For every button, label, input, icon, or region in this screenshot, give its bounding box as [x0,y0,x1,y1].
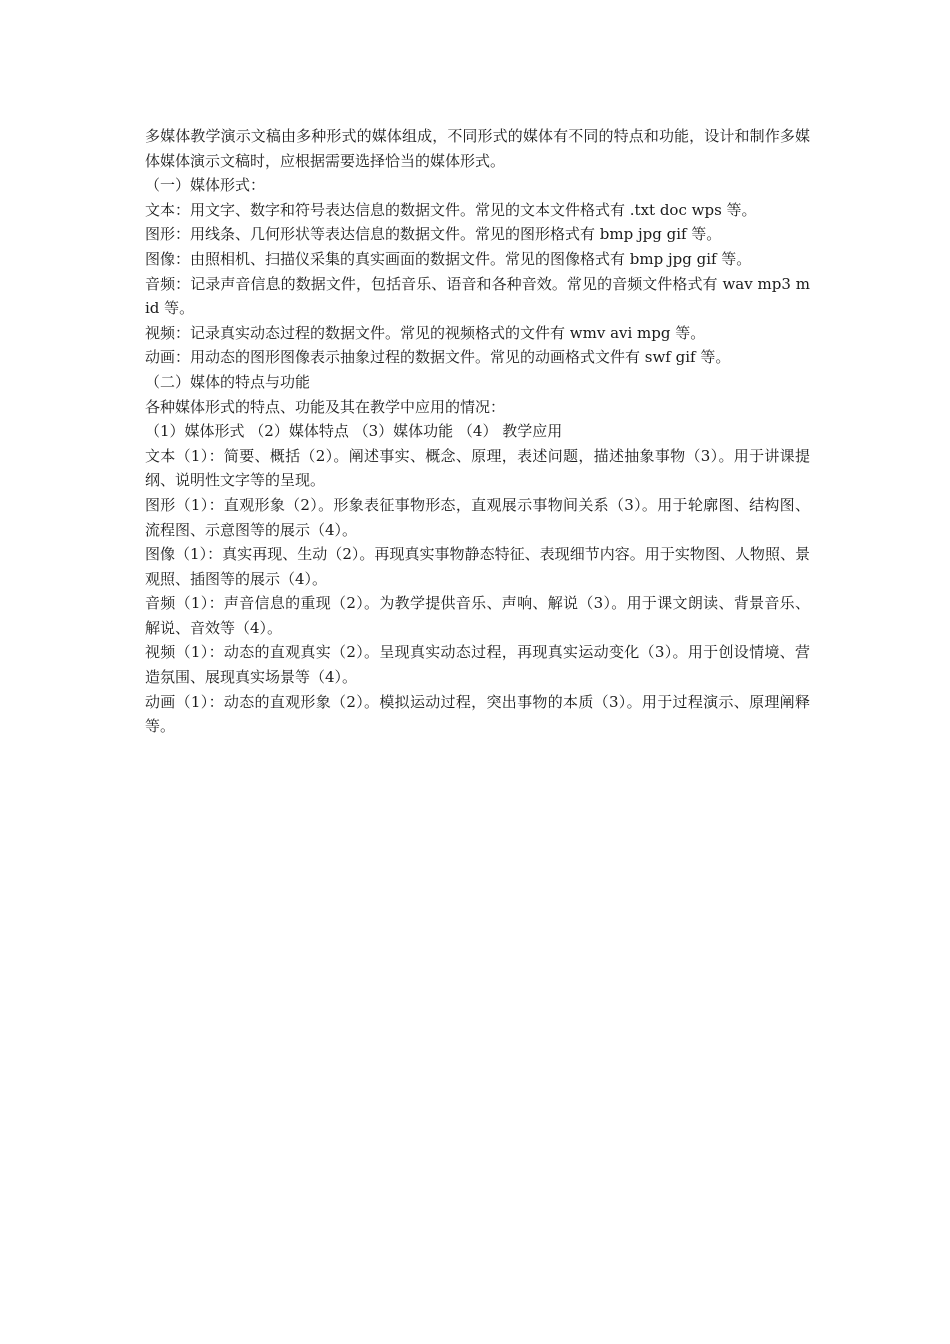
feature-animation: 动画（1）：动态的直观形象（2）。模拟运动过程，突出事物的本质（3）。用于过程演示、原理阐释等。 [145,692,810,736]
media-form-animation: 动画：用动态的图形图像表示抽象过程的数据文件。常见的动画格式文件有 swf gif 等。 [145,348,731,367]
feature-image: 图像（1）：真实再现、生动（2）。再现真实事物静态特征、表现细节内容。用于实物图、人物照、景观照、插图等的展示（4）。 [145,545,810,588]
media-form-audio: 音频：记录声音信息的数据文件，包括音乐、语音和各种音效。常见的音频文件格式有 wav mp3 mid 等。 [145,274,810,318]
media-form-image: 图像：由照相机、扫描仪采集的真实画面的数据文件。常见的图像格式有 bmp jpg gif 等。 [145,249,752,268]
feature-audio: 音频（1）：声音信息的重现（2）。为教学提供音乐、声响、解说（3）。用于课文朗读、背景音乐、解说、音效等（4）。 [145,594,810,637]
feature-text: 文本（1）：简要、概括（2）。阐述事实、概念、原理，表述问题，描述抽象事物（3）。用于讲课提纲、说明性文字等的呈现。 [145,446,810,490]
media-form-graphics: 图形：用线条、几何形状等表达信息的数据文件。常见的图形格式有 bmp jpg gif 等。 [145,225,722,244]
media-form-text: 文本：用文字、数字和符号表达信息的数据文件。常见的文本文件格式有 .txt doc wps 等。 [145,200,757,219]
features-intro: 各种媒体形式的特点、功能及其在教学中应用的情况： [145,397,506,416]
feature-video: 视频（1）：动态的直观真实（2）。呈现真实动态过程，再现真实运动变化（3）。用于创设情境、营造氛围、展现真实场景等（4）。 [145,643,810,687]
section-heading-media-forms: （一）媒体形式： [145,176,266,195]
media-form-video: 视频：记录真实动态过程的数据文件。常见的视频格式的文件有 wmv avi mpg 等。 [145,323,706,342]
feature-graphics: 图形（1）：直观形象（2）。形象表征事物形态，直观展示事物间关系（3）。用于轮廓图、结构图、流程图、示意图等的展示（4）。 [145,495,810,539]
features-legend: （1）媒体形式 （2）媒体特点 （3）媒体功能 （4） 教学应用 [145,422,563,441]
intro-paragraph: 多媒体教学演示文稿由多种形式的媒体组成，不同形式的媒体有不同的特点和功能，设计和制作多媒体媒体演示文稿时，应根据需要选择恰当的媒体形式。 [145,127,810,170]
document-body [145,124,810,739]
section-heading-features: （二）媒体的特点与功能 [145,372,311,391]
